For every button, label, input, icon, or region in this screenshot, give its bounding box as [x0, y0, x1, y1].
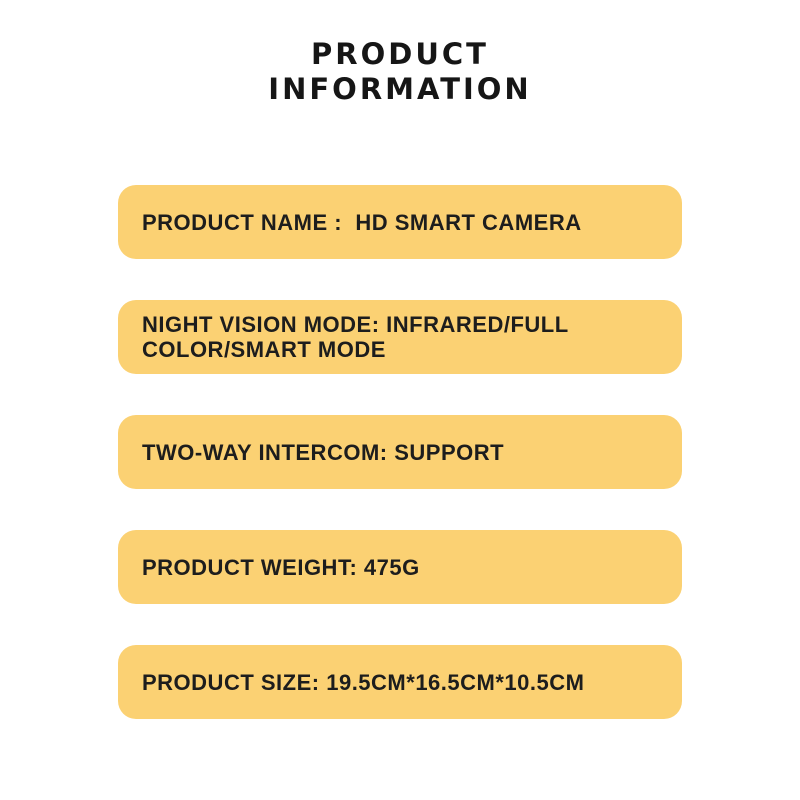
spec-row-product-name — [118, 185, 682, 259]
spec-list — [118, 185, 682, 719]
spec-row-night-vision-mode — [118, 300, 682, 374]
spec-label-product-name: PRODUCT NAME : HD SMART CAMERA — [142, 209, 582, 235]
spec-row-two-way-intercom — [118, 415, 682, 489]
spec-label-product-size: PRODUCT SIZE: 19.5CM*16.5CM*10.5CM — [142, 669, 585, 695]
spec-label-night-vision-mode: NIGHT VISION MODE: INFRARED/FULL COLOR/SMART MODE — [142, 312, 575, 362]
spec-row-product-size — [118, 645, 682, 719]
spec-label-two-way-intercom: TWO-WAY INTERCOM: SUPPORT — [142, 439, 505, 465]
spec-label-product-weight: PRODUCT WEIGHT: 475G — [142, 554, 420, 580]
spec-row-product-weight — [118, 530, 682, 604]
page-title: PRODUCT INFORMATION — [268, 37, 532, 106]
